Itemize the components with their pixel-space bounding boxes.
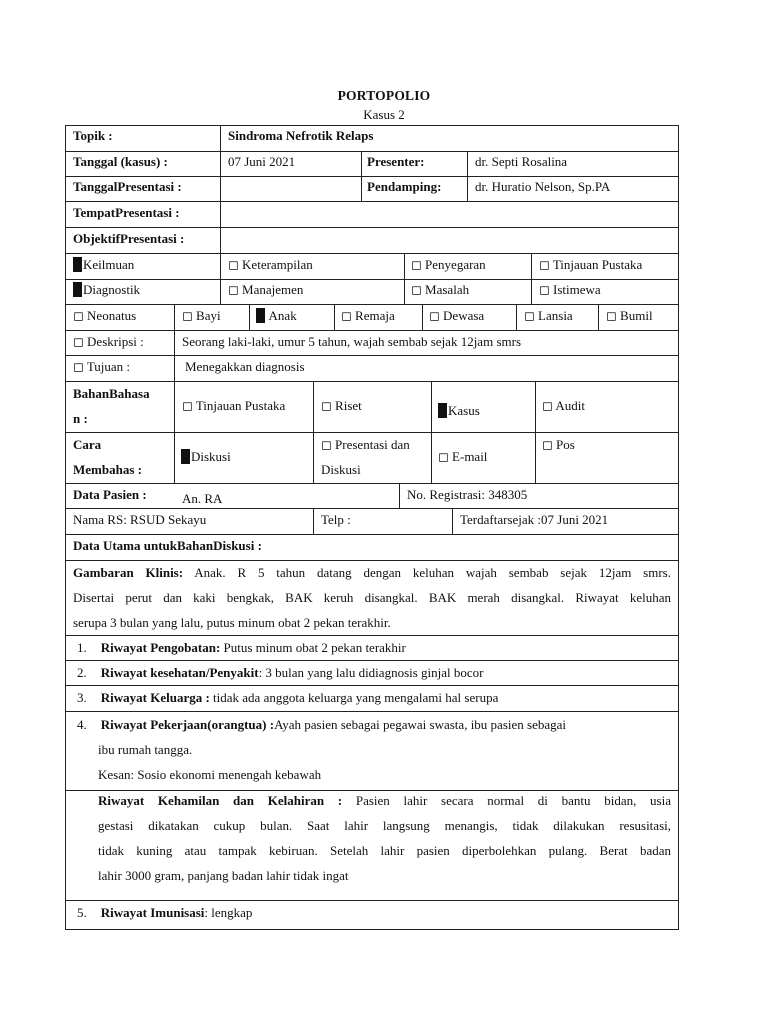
data-pasien-label: Data Pasien : (73, 487, 147, 502)
checkbox-icon: ◻ (539, 257, 550, 272)
tgl-presentasi-label: TanggalPresentasi : (73, 179, 182, 194)
option-kasus[interactable]: Kasus (438, 403, 480, 419)
presenter-value: dr. Septi Rosalina (475, 154, 568, 169)
option-neonatus[interactable]: ◻ Neonatus (73, 308, 137, 323)
option-presentasi-diskusi[interactable]: ◻ Presentasi dan (321, 437, 410, 452)
tujuan-label: ◻ Tujuan : (73, 359, 131, 374)
checked-box-icon (181, 449, 190, 464)
option-bahan-tinjauan[interactable]: ◻ Tinjauan Pustaka (182, 398, 286, 413)
cara-label-line2: Membahas : (73, 462, 142, 477)
checkbox-icon: ◻ (539, 282, 550, 297)
tempat-label: TempatPresentasi : (73, 205, 180, 220)
option-keterampilan[interactable]: ◻ Keterampilan (228, 257, 313, 272)
presenter-label: Presenter: (367, 154, 425, 169)
checkbox-icon: ◻ (228, 257, 239, 272)
option-remaja[interactable]: ◻ Remaja (341, 308, 395, 323)
option-manajemen[interactable]: ◻ Manajemen (228, 282, 304, 297)
objektif-label: ObjektifPresentasi : (73, 231, 185, 246)
checkbox-icon: ◻ (606, 308, 617, 323)
nama-rs: Nama RS: RSUD Sekayu (73, 512, 207, 527)
option-diagnostik[interactable]: Diagnostik (73, 282, 140, 298)
option-bumil[interactable]: ◻ Bumil (606, 308, 653, 323)
option-diskusi[interactable]: Diskusi (181, 449, 231, 465)
gambaran-klinis: Gambaran Klinis: Anak. R 5 tahun datang dengan keluhan wajah sembab sejak 12jam smrs. Disertai perut dan kaki bengkak, BAK keruh disangkal. BAK merah disangkal. Riwayat keluhan serupa 3 bulan yang lalu, putus minum obat 2 pekan terakhir. (73, 565, 671, 630)
option-audit[interactable]: ◻ Audit (542, 398, 585, 413)
option-lansia[interactable]: ◻ Lansia (524, 308, 573, 323)
data-utama-heading: Data Utama untukBahanDiskusi : (73, 538, 262, 553)
cara-label-line1: Cara (73, 437, 102, 452)
checkbox-icon: ◻ (73, 334, 84, 349)
checkbox-icon: ◻ (321, 398, 332, 413)
riwayat-pekerjaan: 4. Riwayat Pekerjaan(orangtua) :Ayah pasien sebagai pegawai swasta, ibu pasien sebagai (77, 717, 566, 732)
page-title: PORTOPOLIO (337, 88, 431, 103)
telp: Telp : (321, 512, 351, 527)
checkbox-icon: ◻ (524, 308, 535, 323)
option-penyegaran[interactable]: ◻ Penyegaran (411, 257, 486, 272)
topik-label: Topik : (73, 128, 113, 143)
pasien-registrasi: No. Registrasi: 348305 (407, 487, 528, 502)
checkbox-icon: ◻ (438, 449, 449, 464)
checkbox-icon: ◻ (341, 308, 352, 323)
checked-box-icon (73, 282, 82, 297)
option-keilmuan[interactable]: Keilmuan (73, 257, 134, 273)
checked-box-icon (256, 308, 265, 323)
page-subtitle: Kasus 2 (363, 107, 405, 122)
checkbox-icon: ◻ (182, 398, 193, 413)
option-istimewa[interactable]: ◻ Istimewa (539, 282, 601, 297)
riwayat-pekerjaan-kesan: Kesan: Sosio ekonomi menengah kebawah (98, 767, 322, 782)
riwayat-imunisasi: 5. Riwayat Imunisasi: lengkap (77, 905, 253, 920)
riwayat-kesehatan: 2. Riwayat kesehatan/Penyakit: 3 bulan yang lalu didiagnosis ginjal bocor (77, 665, 484, 680)
option-email[interactable]: ◻ E-mail (438, 449, 488, 464)
option-riset[interactable]: ◻ Riset (321, 398, 362, 413)
checkbox-icon: ◻ (542, 398, 553, 413)
checkbox-icon: ◻ (321, 437, 332, 452)
deskripsi-value: Seorang laki-laki, umur 5 tahun, wajah sembab sejak 12jam smrs (182, 334, 522, 349)
pendamping-label: Pendamping: (367, 179, 442, 194)
checkbox-icon: ◻ (411, 257, 422, 272)
checkbox-icon: ◻ (411, 282, 422, 297)
riwayat-kehamilan: Riwayat Kehamilan dan Kelahiran : Pasien lahir secara normal di bantu bidan, usia gestasi dikatakan cukup bulan. Saat lahir langsung menangis, tidak dilakukan resusitasi, tidak kuning atau tampak kebiruan. Setelah lahir pasien diperbolehkan pulang. Berat badan lahir 3000 gram, panjang badan lahir tidak ingat (98, 793, 671, 883)
checkbox-icon: ◻ (542, 437, 553, 452)
riwayat-keluarga: 3. Riwayat Keluarga : tidak ada anggota keluarga yang mengalami hal serupa (77, 690, 499, 705)
option-dewasa[interactable]: ◻ Dewasa (429, 308, 485, 323)
tanggal-label: Tanggal (kasus) : (73, 154, 168, 169)
option-anak[interactable]: Anak (256, 308, 297, 324)
bahan-label-line1: BahanBahasa (73, 386, 150, 401)
terdaftar-sejak: Terdaftarsejak :07 Juni 2021 (460, 512, 609, 527)
checkbox-icon: ◻ (429, 308, 440, 323)
checked-box-icon (438, 403, 447, 418)
riwayat-pengobatan: 1. Riwayat Pengobatan: Putus minum obat 2 pekan terakhir (77, 640, 406, 655)
presentasi-diskusi-line2: Diskusi (321, 462, 361, 477)
tanggal-value: 07 Juni 2021 (228, 154, 296, 169)
checkbox-icon: ◻ (182, 308, 193, 323)
option-tinjauan-pustaka[interactable]: ◻ Tinjauan Pustaka (539, 257, 643, 272)
bahan-label-line2: n : (73, 411, 88, 426)
checkbox-icon: ◻ (228, 282, 239, 297)
checkbox-icon: ◻ (73, 359, 84, 374)
checkbox-icon: ◻ (73, 308, 84, 323)
pendamping-value: dr. Huratio Nelson, Sp.PA (475, 179, 611, 194)
riwayat-pekerjaan-line2: ibu rumah tangga. (98, 742, 193, 757)
deskripsi-label: ◻ Deskripsi : (73, 334, 144, 349)
tujuan-value: Menegakkan diagnosis (185, 359, 305, 374)
topik-value: Sindroma Nefrotik Relaps (228, 128, 374, 143)
option-bayi[interactable]: ◻ Bayi (182, 308, 221, 323)
pasien-nama: An. RA (182, 491, 223, 506)
checked-box-icon (73, 257, 82, 272)
option-pos[interactable]: ◻ Pos (542, 437, 575, 452)
option-masalah[interactable]: ◻ Masalah (411, 282, 470, 297)
